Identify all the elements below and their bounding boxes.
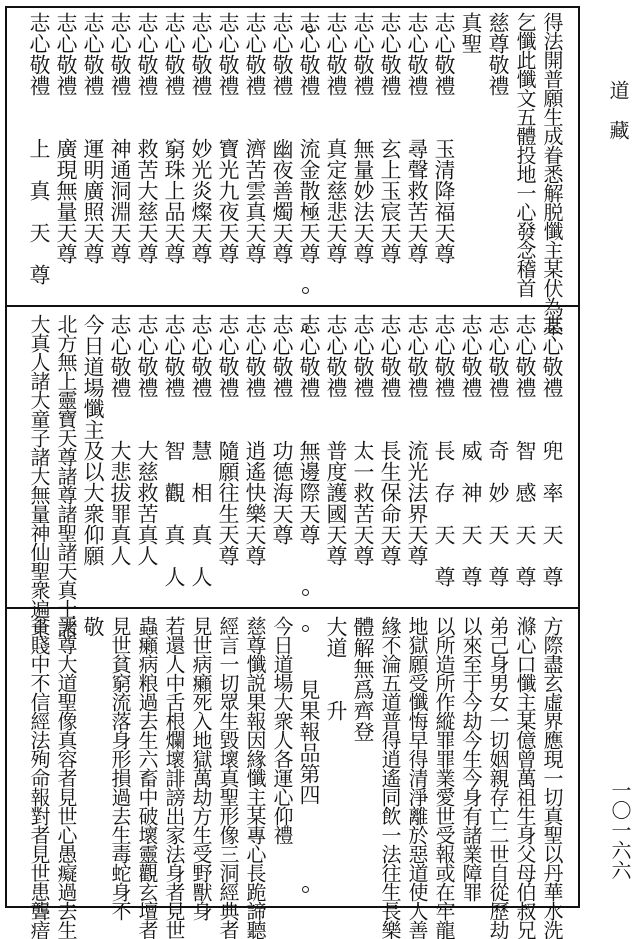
text-column: 志心敬禮 玄上玉宸天尊	[378, 12, 402, 264]
text-column: 以所造所作縱罪罪業愛世受報或在牢龍	[432, 616, 456, 939]
panel-divider-top	[5, 305, 580, 307]
text-column: 大真人諸大童子諸大無量神仙聖衆遍十	[27, 314, 51, 637]
text-column: 志心敬禮 上 真 天 尊	[27, 12, 51, 285]
text-column: 緣不淪五道普得逍遙同飲一法往生長樂	[378, 616, 402, 939]
text-column: 今日道場大衆人各運心仰禮	[270, 616, 294, 844]
text-column: 天尊大道聖像真容者見世心愚癡過去生	[54, 616, 78, 939]
text-column: 敬	[81, 616, 105, 637]
text-column: 志心敬禮 普度護國天尊	[324, 314, 348, 566]
text-column: 以來至于今劫今生今身有諸業障罪	[459, 616, 483, 901]
text-column: 見世病癩死入地獄萬劫方生受野獸身	[189, 616, 213, 920]
text-column: 志心敬禮 威 神 天 尊	[459, 314, 483, 587]
text-panel-bottom	[27, 616, 565, 939]
text-column: 慈尊敬禮	[486, 12, 510, 96]
text-column: 志心敬禮 幽夜善燭天尊	[270, 12, 294, 264]
text-column: 志心敬禮 太一救苦天尊	[351, 314, 375, 566]
text-column: 志心敬禮 兜 率 天 尊	[540, 314, 564, 587]
text-column: 志心敬禮 流金散極天尊	[297, 12, 321, 264]
text-column: 志心敬禮 功德海天尊	[270, 314, 294, 545]
text-column: 地獄願受懺悔早得清淨離於惡道使人善	[405, 616, 429, 939]
text-column: 志心敬禮 逍遙快樂天尊	[243, 314, 267, 566]
text-column: 志心敬禮 長生保命天尊	[378, 314, 402, 566]
text-column: 見世貧窮流落身形損過去生毒蛇身不	[108, 616, 132, 920]
text-column: 志心敬禮 窮珠上品天尊	[162, 12, 186, 264]
text-column: 得法開普願生成眷悉解脱懺主某伏為某	[540, 12, 564, 335]
text-column: 志心敬禮 妙光炎燦天尊	[189, 12, 213, 264]
text-column: 志心敬禮 玉清降福天尊	[432, 12, 456, 264]
text-column: 志心敬禮 智 感 天 尊	[513, 314, 537, 587]
text-column: 志心敬禮 大悲拔罪真人	[108, 314, 132, 566]
text-column: 體解無爲齊登	[351, 616, 375, 742]
text-column: 志心敬禮 無量妙法天尊	[351, 12, 375, 264]
text-column: 經言一切眾生毀壞真聖形像三洞經典者	[216, 616, 240, 939]
text-column: 志心敬禮 廣現無量天尊	[54, 12, 78, 264]
text-column: 志心敬禮 濟苦雲真天尊	[243, 12, 267, 264]
text-column: 志心敬禮 真定慈悲天尊	[324, 12, 348, 264]
text-column: 志心敬禮 神通洞淵天尊	[108, 12, 132, 264]
text-column: 志心敬禮 長 存 天 尊	[432, 314, 456, 587]
text-column: 北方無上靈寶天尊諸尊諸聖諸天真士諸	[54, 314, 78, 637]
text-column: 慈尊懺説果報因緣懺主某專心長跪諦聽	[243, 616, 267, 939]
text-panel-top	[27, 12, 565, 335]
text-column: 蟲癩病粮過去生六畜中破壞靈觀玄壇者	[135, 616, 159, 939]
text-column: 方際盡玄虛界應現一切真聖以丹華水洗	[540, 616, 564, 939]
text-column: 志心敬禮 大慈救苦真人	[135, 314, 159, 566]
text-column: 志心敬禮 慧 相 真 人	[189, 314, 213, 587]
book-title: 道 藏	[606, 80, 630, 140]
text-column: 弟己身男女一切姻親存亡二世自從歷劫	[486, 616, 510, 939]
text-column: 志心敬禮 流光法界天尊	[405, 314, 429, 566]
text-column: 志心敬禮 救苦大慈天尊	[135, 12, 159, 264]
text-column: 大道 升	[324, 616, 348, 721]
text-column: 若還人中舌根爛壞誹謗出家法身者見世	[162, 616, 186, 939]
text-column: 今日道場懺主及以大衆仰願	[81, 314, 105, 566]
text-column: 貧賤中不信經法殉命報對者見世患聾瘖	[27, 616, 51, 939]
text-column: 乞懺此懺文五體投地一心發念稽首	[513, 12, 537, 297]
text-column: 真聖	[459, 12, 483, 54]
panel-divider-bottom	[5, 607, 580, 609]
text-panel-middle	[27, 314, 565, 637]
chapter-heading: 見果報品第四	[297, 616, 321, 805]
text-column: 志心敬禮 隨願往生天尊	[216, 314, 240, 566]
text-column: 滌心口懺主某億曾萬祖生身父母伯叔兄	[513, 616, 537, 939]
text-column: 志心敬禮 尋聲救苦天尊	[405, 12, 429, 264]
page-number: 一〇一六六	[608, 780, 632, 880]
text-column: 志心敬禮 運明廣照天尊	[81, 12, 105, 264]
text-column: 志心敬禮 智 觀 真 人	[162, 314, 186, 587]
text-column: 志心敬禮 奇 妙 天 尊	[486, 314, 510, 587]
text-column: 志心敬禮 寶光九夜天尊	[216, 12, 240, 264]
text-column: 志心敬禮 無邊際天尊	[297, 314, 321, 545]
